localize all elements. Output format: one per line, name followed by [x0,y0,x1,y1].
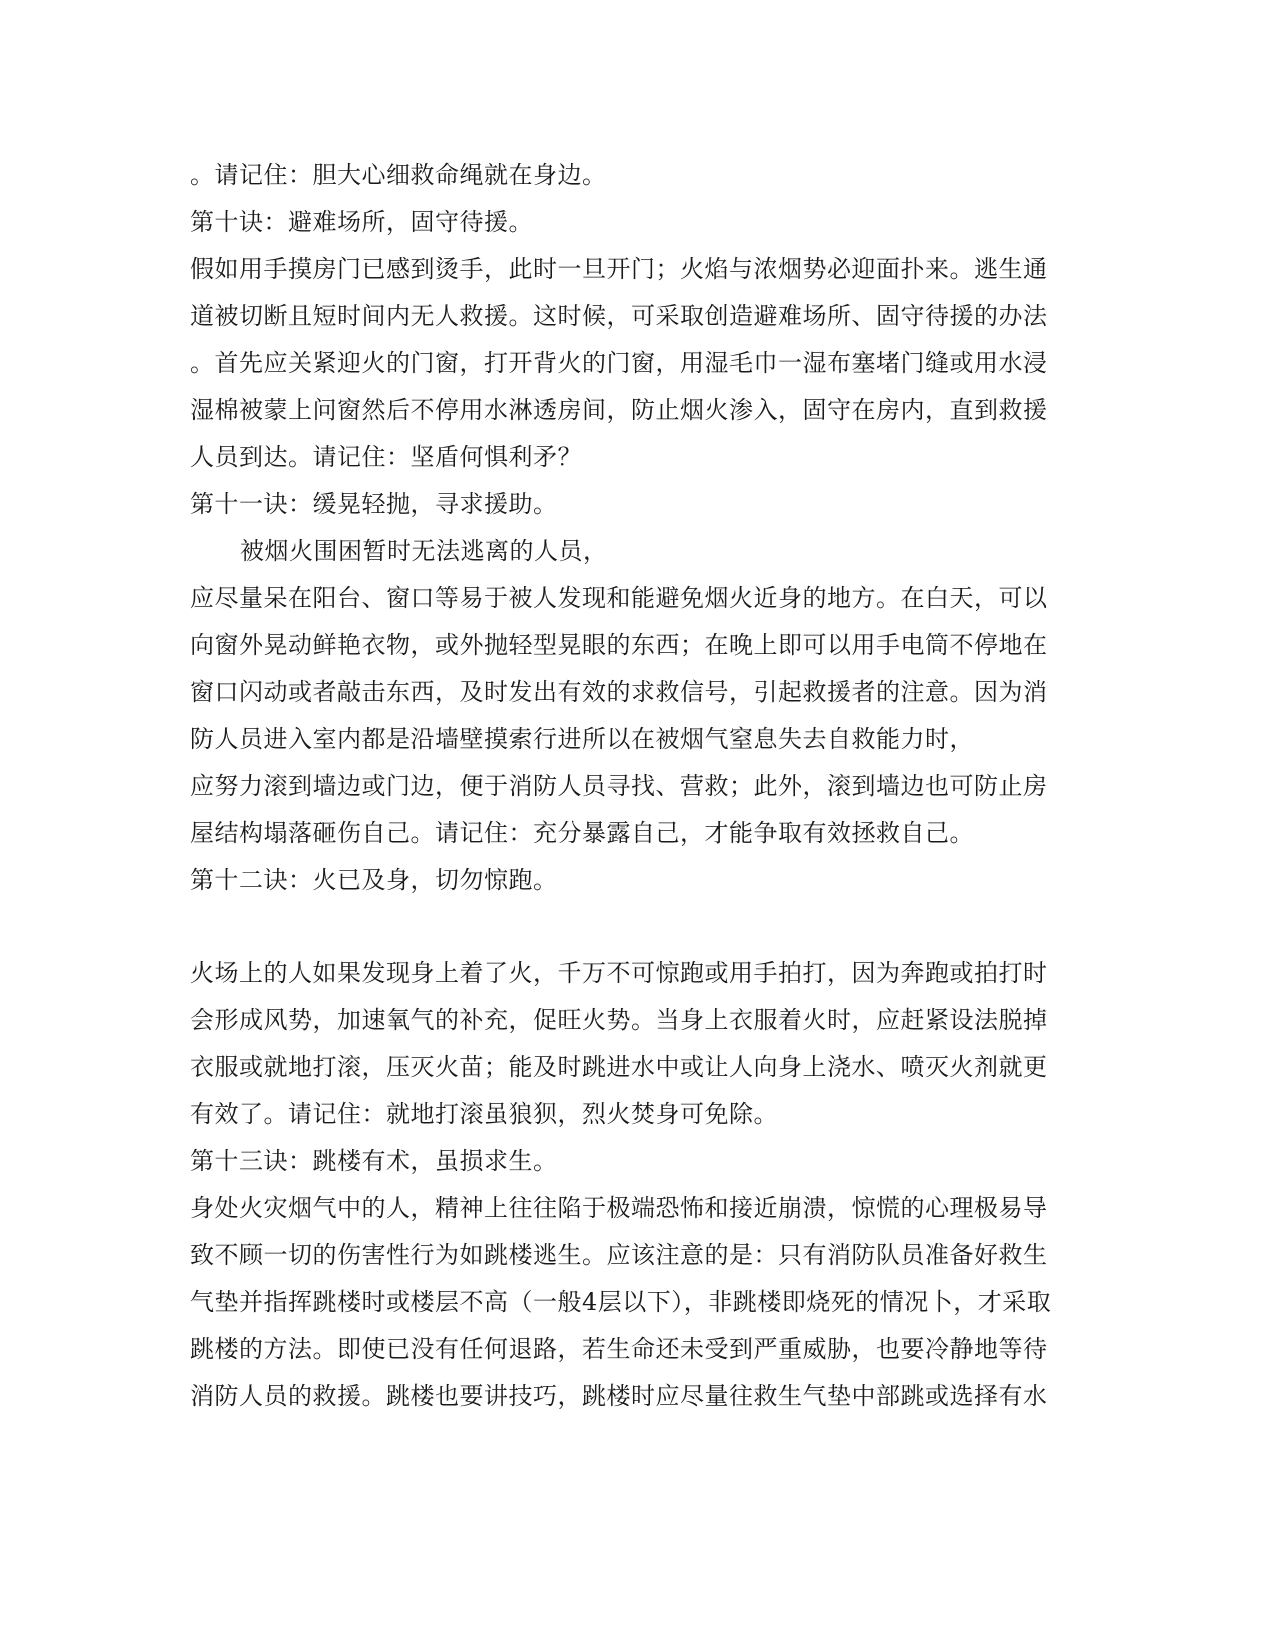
section-heading: 第十诀：避难场所，固守待援。 [190,208,533,236]
text-line: 防人员进入室内都是沿墙壁摸索行进所以在被烟气窒息失去自救能力时， [190,725,974,753]
text-line: 湿棉被蒙上问窗然后不停用水淋透房间，防止烟火渗入，固守在房内，直到救援 [190,396,1048,424]
text-line: 被烟火围困暂时无法逃离的人员， [240,537,608,565]
text-line: 火场上的人如果发现身上着了火，千万不可惊跑或用手拍打，因为奔跑或拍打时 [190,959,1048,987]
text-line: 。首先应关紧迎火的门窗，打开背火的门窗，用湿毛巾一湿布塞堵门缝或用水浸 [190,349,1048,377]
text-line: 应努力滚到墙边或门边，便于消防人员寻找、营救；此外，滚到墙边也可防止房 [190,772,1048,800]
text-line: 窗口闪动或者敲击东西，及时发出有效的求救信号，引起救援者的注意。因为消 [190,678,1048,706]
text-line: 衣服或就地打滚，压灭火苗；能及时跳进水中或让人向身上浇水、喷灭火剂就更 [190,1053,1048,1081]
text-line: 向窗外晃动鲜艳衣物，或外抛轻型晃眼的东西；在晚上即可以用手电筒不停地在 [190,631,1048,659]
section-heading: 第十三诀：跳楼有术，虽损求生。 [190,1147,558,1175]
text-line: 有效了。请记住：就地打滚虽狼狈，烈火焚身可免除。 [190,1100,778,1128]
section-heading: 第十二诀：火已及身，切勿惊跑。 [190,866,558,894]
text-line: 人员到达。请记住：坚盾何惧利矛？ [190,443,582,471]
text-line: 屋结构塌落砸伤自己。请记住：充分暴露自己，才能争取有效拯救自己。 [190,819,974,847]
section-heading: 第十一诀：缓晃轻抛，寻求援助。 [190,490,558,518]
text-line: 气垫并指挥跳楼时或楼层不高（一般4层以下），非跳楼即烧死的情况卜，才采取 [190,1288,1052,1316]
text-line: 致不顾一切的伤害性行为如跳楼逃生。应该注意的是：只有消防队员准备好救生 [190,1241,1048,1269]
text-line: 跳楼的方法。即使已没有任何退路，若生命还未受到严重威胁，也要冷静地等待 [190,1335,1048,1363]
text-line: 道被切断且短时间内无人救援。这时候，可采取创造避难场所、固守待援的办法 [190,302,1048,330]
text-line: 身处火灾烟气中的人，精神上往往陷于极端恐怖和接近崩溃，惊慌的心理极易导 [190,1194,1048,1222]
text-line: 应尽量呆在阳台、窗口等易于被人发现和能避免烟火近身的地方。在白天，可以 [190,584,1048,612]
text-line: 消防人员的救援。跳楼也要讲技巧，跳楼时应尽量往救生气垫中部跳或选择有水 [190,1382,1048,1410]
text-line: 。请记住：胆大心细救命绳就在身边。 [190,161,607,189]
text-line: 假如用手摸房门已感到烫手，此时一旦开门；火焰与浓烟势必迎面扑来。逃生通 [190,255,1048,283]
text-line: 会形成风势，加速氧气的补充，促旺火势。当身上衣服着火时，应赶紧设法脱掉 [190,1006,1048,1034]
